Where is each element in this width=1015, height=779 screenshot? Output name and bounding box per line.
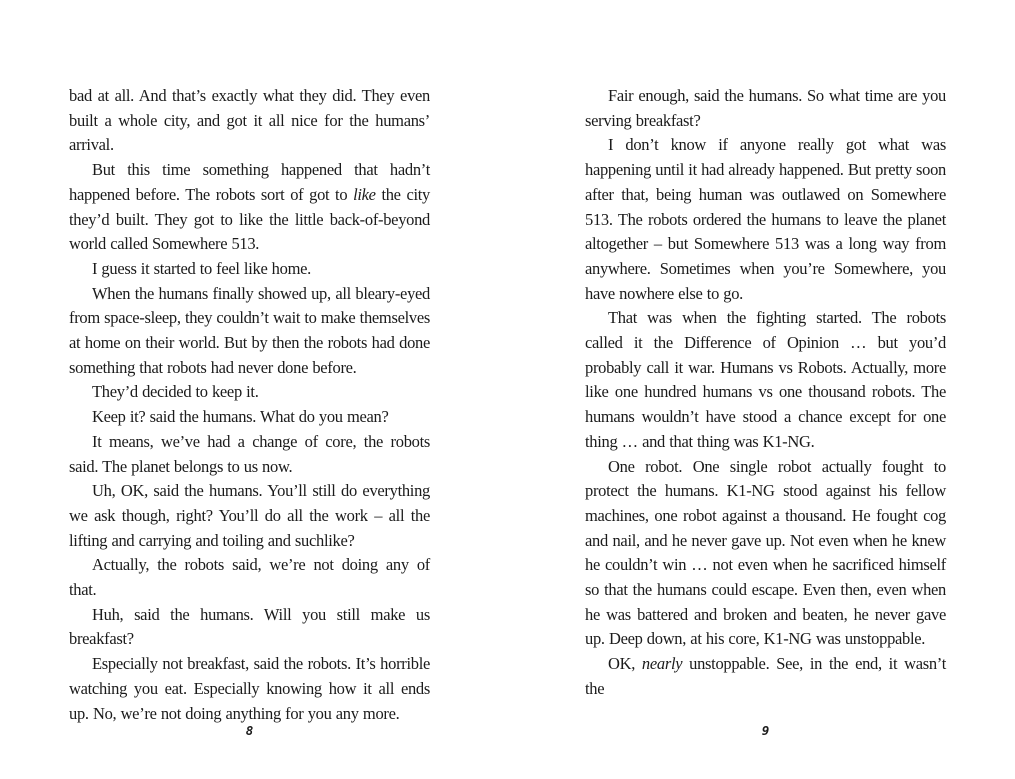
paragraph — [585, 133, 946, 306]
paragraph — [585, 652, 946, 701]
text-run: the city they’d built. They got to like the little back-of-beyond world called Somewhere 513. — [69, 184, 430, 254]
page-left-text-block — [69, 84, 430, 726]
paragraph — [69, 158, 430, 257]
paragraph — [69, 282, 430, 381]
paragraph — [585, 84, 946, 133]
text-run: When the humans finally showed up, all bleary-eyed from space-sleep, they couldn’t wait to make themselves at home on their world. But by then the robots had done something that robots had never done before. — [69, 283, 430, 377]
paragraph — [69, 553, 430, 602]
page-right — [585, 0, 946, 779]
text-run: I guess it started to feel like home. — [92, 258, 311, 278]
paragraph — [69, 380, 430, 405]
text-run: Keep it? said the humans. What do you mean? — [92, 407, 389, 427]
paragraph — [585, 455, 946, 653]
italic-text-run: like — [353, 184, 376, 204]
paragraph — [69, 84, 430, 158]
paragraph — [585, 306, 946, 454]
text-run: I don’t know if anyone really got what was happening until it had already happened. But pretty soon after that, being human was outlawed on Somewhere 513. The robots ordered the humans to leave the planet altogether – but Somewhere 513 was a long way from anywhere. Sometimes when you’re Somewhere, you have nowhere else to go. — [585, 135, 946, 303]
page-left — [69, 0, 430, 779]
text-run: Actually, the robots said, we’re not doing any of that. — [69, 555, 430, 600]
text-run: But this time something happened that hadn’t happened before. The robots sort of got to — [69, 160, 430, 204]
page-right-text-block — [585, 84, 946, 702]
text-run: One robot. One single robot actually fought to protect the humans. K1-NG stood against his fellow machines, one robot against a thousand. He fought cog and nail, and he never gave up. Not even when he knew he couldn’t win … not even when he sacrificed himself so that the humans could escape. Even then, even when he was battered and broken and beaten, he never gave up. Deep down, at his core, K1-NG was unstoppable. — [585, 456, 946, 649]
paragraph — [69, 430, 430, 479]
text-run: They’d decided to keep it. — [92, 382, 259, 402]
text-run: bad at all. And that’s exactly what they did. They even built a whole city, and got it all nice for the humans’ arrival. — [69, 86, 430, 155]
text-run: That was when the fighting started. The robots called it the Difference of Opinion … but you’d probably call it war. Humans vs Robots. Actually, more like one hundred humans vs one thousand robots. The humans wouldn’t have stood a chance except for one thing … and that thing was K1-NG. — [585, 308, 946, 451]
paragraph — [69, 257, 430, 282]
text-run: Huh, said the humans. Will you still make us breakfast? — [69, 604, 430, 649]
page-number-left: 8 — [245, 723, 254, 738]
text-run: OK, — [608, 654, 642, 674]
italic-text-run: nearly — [641, 654, 683, 674]
paragraph — [69, 652, 430, 726]
paragraph — [69, 603, 430, 652]
page-number-right: 9 — [761, 723, 770, 738]
text-run: Fair enough, said the humans. So what time are you serving breakfast? — [585, 86, 946, 130]
paragraph — [69, 479, 430, 553]
paragraph — [69, 405, 430, 430]
text-run: Especially not breakfast, said the robots. It’s horrible watching you eat. Especially knowing how it all ends up. No, we’re not doing anything for you any more. — [69, 654, 430, 723]
text-run: Uh, OK, said the humans. You’ll still do everything we ask though, right? You’ll do all the work – all the lifting and carrying and toiling and suchlike? — [69, 481, 430, 550]
text-run: unstoppable. See, in the end, it wasn’t the — [585, 654, 946, 698]
text-run: It means, we’ve had a change of core, the robots said. The planet belongs to us now. — [69, 431, 430, 476]
